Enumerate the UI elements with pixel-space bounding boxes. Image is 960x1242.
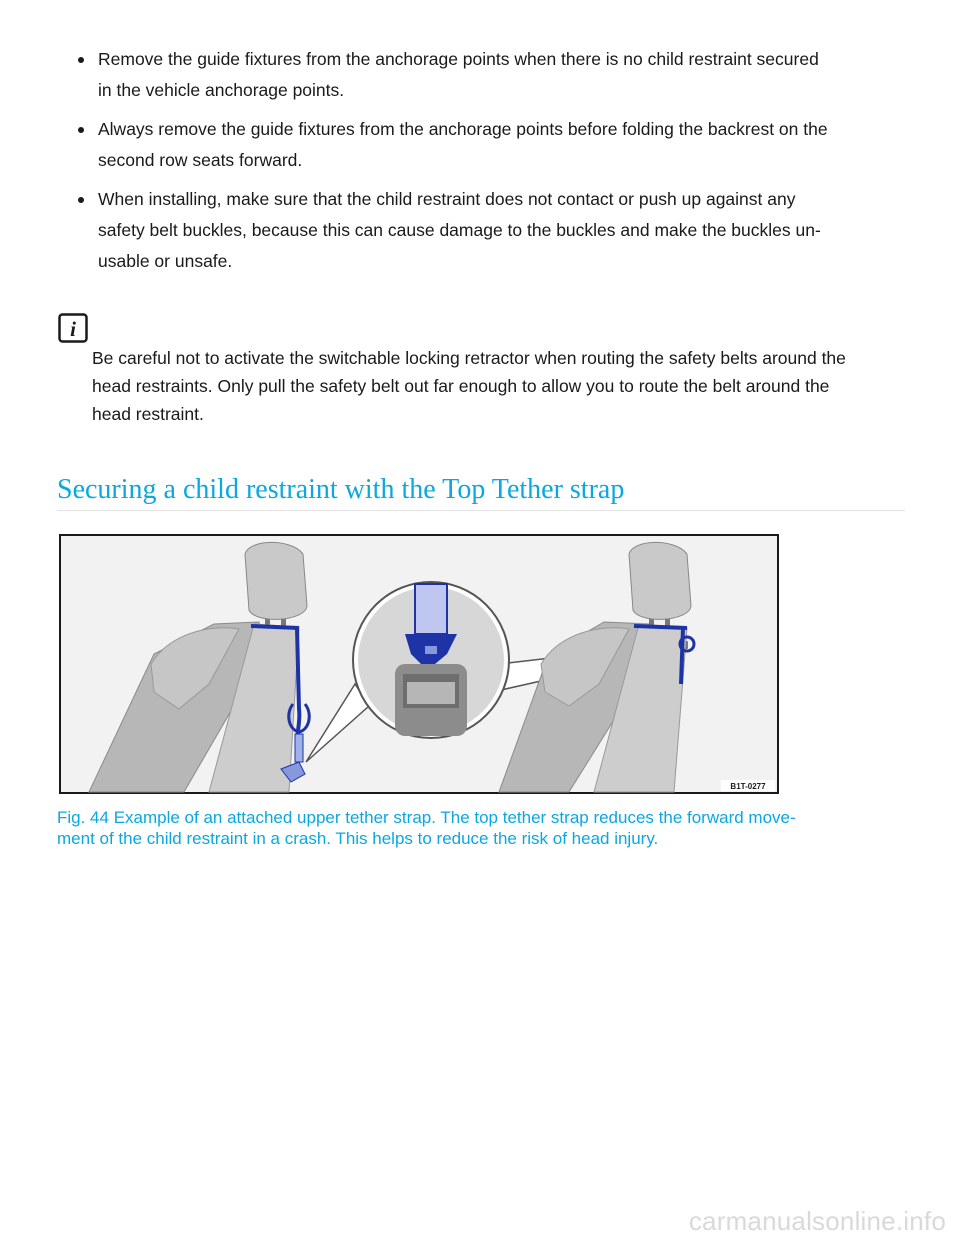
- section-title: Securing a child restraint with the Top Tether strap: [57, 474, 625, 505]
- figure-code: B1T-0277: [730, 782, 766, 791]
- bullet-dot-icon: [78, 197, 84, 203]
- note-line: head restraints. Only pull the safety belt out far enough to allow you to route the belt around the: [92, 376, 830, 396]
- info-icon-glyph: i: [70, 317, 76, 341]
- bullet-item: [78, 114, 918, 176]
- note-text: [92, 344, 922, 428]
- bullet-text: second row seats forward.: [98, 150, 303, 170]
- caption-line: ment of the child restraint in a crash. This helps to reduce the risk of head injury.: [57, 829, 659, 848]
- bullet-text: Remove the guide fixtures from the anchorage points when there is no child restraint secured: [98, 49, 819, 69]
- bullet-dot-icon: [78, 127, 84, 133]
- bullet-text: Always remove the guide fixtures from the anchorage points before folding the backrest on the: [98, 119, 828, 139]
- watermark-text: carmanualsonline.info: [688, 1206, 946, 1236]
- info-icon: [58, 313, 88, 343]
- bullet-item: [78, 44, 918, 106]
- section-divider: [57, 510, 905, 511]
- bullet-item: [78, 184, 918, 277]
- bullet-list: [78, 44, 918, 285]
- bullet-text: in the vehicle anchorage points.: [98, 80, 345, 100]
- note-line: Be careful not to activate the switchable locking retractor when routing the safety belts around the: [92, 348, 846, 368]
- bullet-text: usable or unsafe.: [98, 251, 233, 271]
- tether-figure: [59, 534, 779, 794]
- note-line: head restraint.: [92, 404, 204, 424]
- bullet-dot-icon: [78, 57, 84, 63]
- figure-caption: [57, 807, 917, 849]
- bullet-text: When installing, make sure that the child restraint does not contact or push up against any: [98, 189, 796, 209]
- bullet-text: safety belt buckles, because this can cause damage to the buckles and make the buckles un-: [98, 220, 821, 240]
- caption-line: Fig. 44 Example of an attached upper tether strap. The top tether strap reduces the forward move-: [57, 808, 796, 827]
